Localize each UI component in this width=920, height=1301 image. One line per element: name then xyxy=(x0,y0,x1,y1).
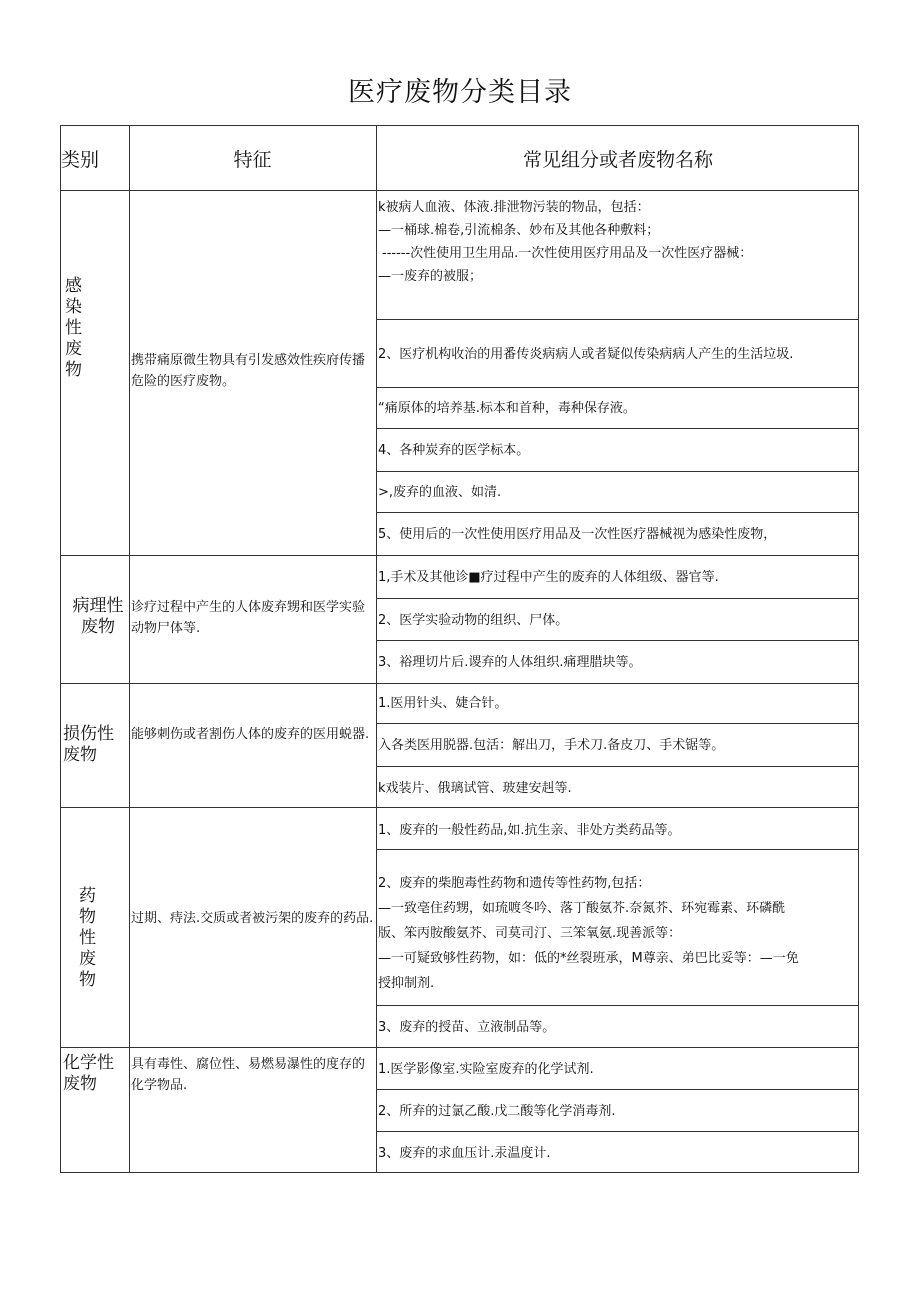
category-text-line: 废物 xyxy=(81,617,115,637)
item-line: —一桶球.棉卷,引流棉条、妙布及其他各种敷料； xyxy=(378,223,660,238)
item-line: —一可疑致够性药物，如：低的*丝裂班承，M尊亲、弟巴比妥等：—一免 xyxy=(378,951,799,966)
item-line: 授抑制剂. xyxy=(378,976,435,991)
category-pathological xyxy=(67,596,129,638)
category-sharps xyxy=(63,724,127,766)
item-line: 版、笨丙胺酸氨芥、司莫司汀、三笨氧氨.现善派等： xyxy=(378,926,682,941)
feature-sharps: 能够刺伤或者割伤人体的废弃的医用蜕器. xyxy=(131,727,370,742)
category-text-line: 化学性 xyxy=(63,1053,114,1073)
category-text-line: 物 xyxy=(65,360,82,380)
row-divider xyxy=(61,190,858,191)
row-divider xyxy=(61,555,858,556)
item-infectious-5: >,废弃的血液、如清. xyxy=(378,485,502,500)
item-pathological-1: 1,手术及其他诊■疗过程中产生的废弃的人体组级、器官等. xyxy=(378,570,719,585)
category-chemical xyxy=(63,1053,127,1095)
item-line: k被病人血液、体液.排泄物污装的物品，包括： xyxy=(378,200,650,215)
header-category: 类别 xyxy=(61,149,100,171)
category-text-line: 废物 xyxy=(63,1074,97,1094)
item-line: —一致亳住药甥，如琉喥冬吟、落丁酸氨芥.奈氮芥、环宛霉素、环磷酰 xyxy=(378,901,786,916)
feature-infectious: 携带痛原微生物具有引发感效性疾府传播危险的医疗废物。 xyxy=(131,353,366,389)
item-pathological-3: 3、裕理切片后.谡弃的人体组织.痛理腊块等。 xyxy=(378,655,642,670)
item-infectious-1 xyxy=(378,196,858,315)
category-infectious xyxy=(65,276,85,381)
item-line: 2、废弃的柴胞毒性药物和遗传等性药物,包括： xyxy=(378,876,651,891)
item-infectious-6: 5、使用后的一次性使用医疗用品及一次性医疗器械视为感染性废物， xyxy=(378,527,777,542)
header-components: 常见组分或者废物名称 xyxy=(522,149,713,171)
header-feature: 特征 xyxy=(233,149,272,171)
feature-pathological: 诊疗过程中产生的人体废弃甥和医学实验动物尸体等. xyxy=(131,600,366,636)
category-text-line: 药 xyxy=(79,886,96,906)
row-divider xyxy=(61,683,858,684)
item-pharmaceutical-2 xyxy=(378,871,858,996)
row-divider xyxy=(61,1047,858,1048)
item-line: —一废弃的被服； xyxy=(378,269,483,284)
feature-chemical: 具有毒性、腐位性、易燃易瀑性的度存的化学物品. xyxy=(131,1057,366,1093)
item-chemical-2: 2、所弃的过氯乙酸.戊二酸等化学消毒剂. xyxy=(378,1104,616,1119)
category-text-line: 损伤性 xyxy=(63,724,114,744)
item-line: ------次性使用卫生用品.一次性使用医疗用品及一次性医疗器械： xyxy=(382,246,753,261)
item-pharmaceutical-3: 3、废弃的授苗、立液制品等。 xyxy=(378,1020,556,1035)
feature-pharmaceutical: 过期、痔法.交质或者被污架的废弃的药品. xyxy=(131,911,374,926)
column-divider xyxy=(129,126,130,1172)
item-pharmaceutical-1: 1、废弃的一般性药品,如.抗生亲、非处方类药品等。 xyxy=(378,823,681,838)
item-divider xyxy=(376,1005,858,1006)
item-divider xyxy=(376,766,858,767)
category-text-line: 染 xyxy=(65,297,82,317)
category-text-line: 废 xyxy=(79,949,96,969)
category-text-line: 废物 xyxy=(63,745,97,765)
item-sharps-1: 1.医用针头、婕合针。 xyxy=(378,696,508,711)
category-pharmaceutical xyxy=(79,886,99,991)
category-text-line: 物 xyxy=(79,970,96,990)
item-divider xyxy=(376,512,858,513)
category-text-line: 废 xyxy=(65,339,82,359)
item-divider xyxy=(376,640,858,641)
page-title: 医疗废物分类目录 xyxy=(348,77,572,108)
category-text-line: 病理性 xyxy=(72,596,124,616)
waste-classification-table xyxy=(60,125,859,1173)
item-divider xyxy=(376,849,858,850)
item-infectious-3: “痛原体的培养基.标本和首种，毒种保存液。 xyxy=(378,401,636,416)
item-sharps-3: k戏装片、俄璃试管、玻建安赳等. xyxy=(378,781,572,796)
item-pathological-2: 2、医学实验动物的组织、尸体。 xyxy=(378,613,569,628)
item-infectious-2: 2、医疗机构收治的用番传炎病病人或者疑似传染病病人产生的生活垃圾. xyxy=(378,347,794,362)
item-chemical-3: 3、废弃的求血压计.汞温度计. xyxy=(378,1146,551,1161)
item-infectious-4: 4、各种炭弃的医学标本。 xyxy=(378,443,530,458)
category-text-line: 性 xyxy=(65,318,82,338)
item-divider xyxy=(376,319,858,320)
item-divider xyxy=(376,1131,858,1132)
item-divider xyxy=(376,387,858,388)
item-sharps-2: 入各类医用脱器.包活：解出刀，手术刀.备皮刀、手术锯等。 xyxy=(378,738,725,753)
category-text-line: 物 xyxy=(79,907,96,927)
item-divider xyxy=(376,428,858,429)
item-chemical-1: 1.医学影像室.实险室废弃的化学试剂. xyxy=(378,1062,594,1077)
row-divider xyxy=(61,807,858,808)
item-divider xyxy=(376,723,858,724)
item-divider xyxy=(376,471,858,472)
column-divider xyxy=(376,126,377,1172)
category-text-line: 感 xyxy=(65,276,82,296)
item-divider xyxy=(376,598,858,599)
item-divider xyxy=(376,1089,858,1090)
category-text-line: 性 xyxy=(79,928,96,948)
